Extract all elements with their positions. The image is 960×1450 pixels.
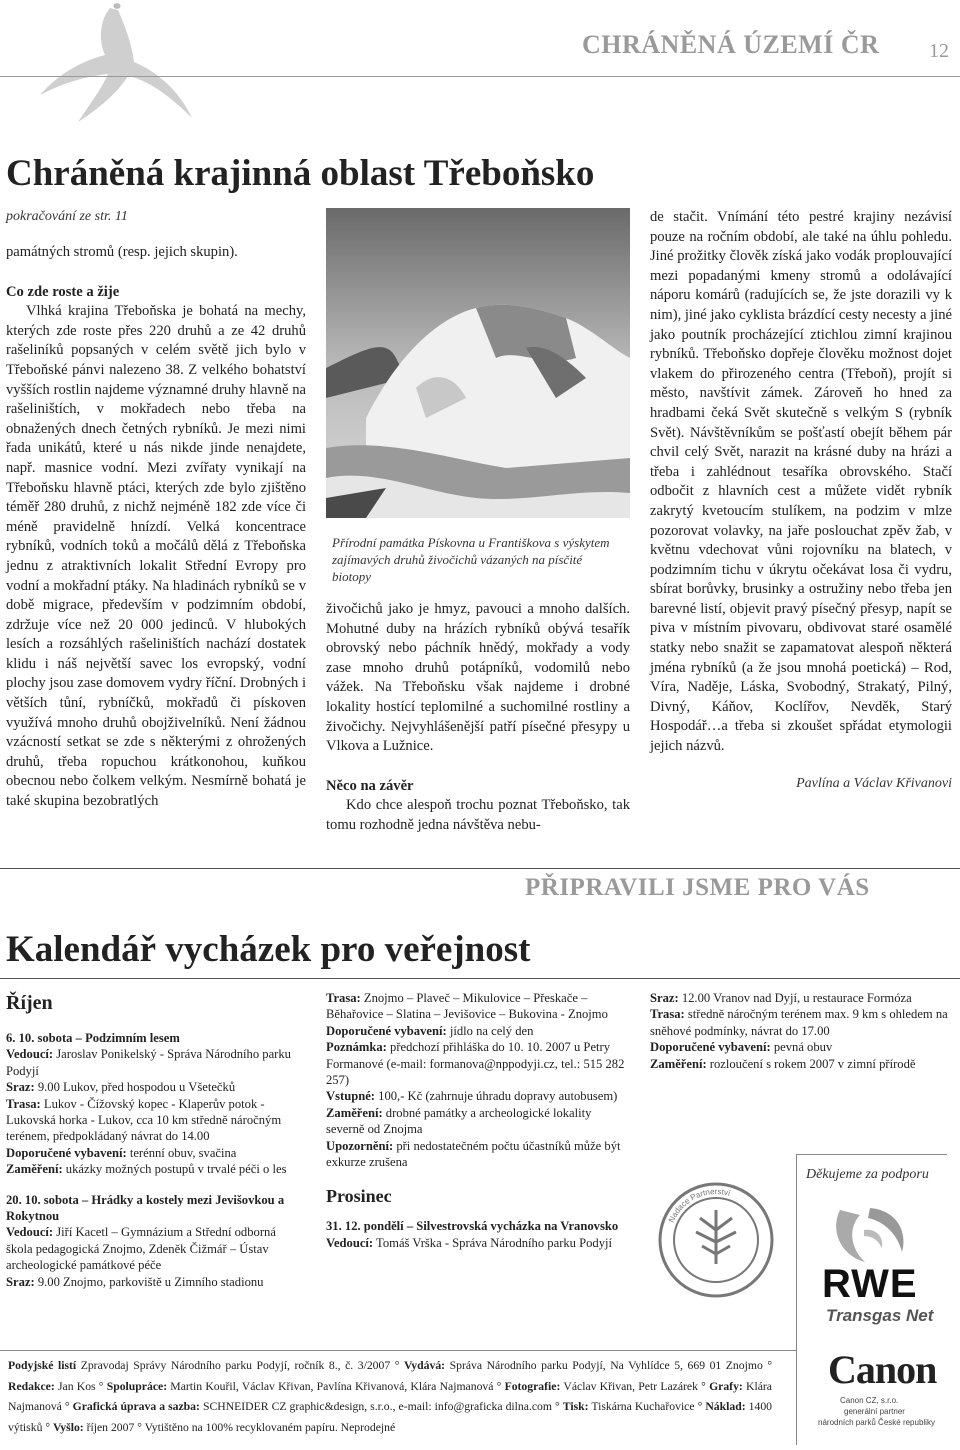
section-title: CHRÁNĚNÁ ÚZEMÍ ČR <box>582 30 880 59</box>
continued-note: pokračování ze str. 11 <box>6 209 128 224</box>
event-2-note <box>326 1039 626 1088</box>
footer-value: 1400 výtisků ° <box>8 1400 773 1434</box>
route-key: Trasa: <box>326 991 361 1005</box>
warning-value: při nedostatečném počtu účastníků může být exkurze zrušena <box>326 1138 621 1170</box>
calendar-column-1 <box>6 990 298 1290</box>
event-1-route <box>6 1096 298 1145</box>
footer-key: Náklad: <box>705 1400 746 1413</box>
focus-key: Zaměření: <box>6 1162 63 1177</box>
focus-value: rozloučení s rokem 2007 v zimní přírodě <box>706 1056 916 1071</box>
article-title: Chráněná krajinná oblast Třeboňsko <box>6 153 595 194</box>
canon-logo: Canon <box>828 1347 937 1392</box>
footer-value: říjen 2007 ° Vytištěno na 100% recyklovaném papíru. Neprodejné <box>83 1420 396 1434</box>
canon-subtitle-1: Canon CZ, s.r.o. <box>840 1396 899 1405</box>
footer-key: Grafy: <box>709 1379 743 1393</box>
authors: Pavlína a Václav Křivanovi <box>796 775 952 791</box>
fee-value: 100,- Kč (zahrnuje úhradu dopravy autobusem) <box>375 1089 618 1104</box>
leader-key: Vedoucí: <box>326 1235 374 1250</box>
photo-caption: Přírodní památka Pískovna u Františkova s výskytem zajímavých druhů živočichů vázaných na písčité biotopy <box>332 535 610 584</box>
footer-imprint <box>8 1356 772 1438</box>
event-1-title: 6. 10. sobota – Podzimním lesem <box>6 1031 180 1045</box>
footer-key: Vydává: <box>403 1359 446 1372</box>
event-2-fee <box>326 1088 626 1104</box>
month-december: Prosinec <box>326 1186 392 1207</box>
equipment-value: jídlo na celý den <box>446 1023 534 1038</box>
event-3-meet <box>650 990 950 1006</box>
warning-key: Upozornění: <box>326 1138 394 1153</box>
footer-key: Tisk: <box>562 1400 589 1413</box>
route-key: Trasa: <box>650 1007 685 1022</box>
focus-key: Zaměření: <box>650 1056 707 1071</box>
equipment-value: pevná obuv <box>770 1040 833 1055</box>
page-number: 12 <box>929 40 949 62</box>
leader-key: Vedoucí: <box>6 1225 54 1240</box>
calendar-column-2 <box>326 990 626 1251</box>
heading-what-grows: Co zde roste a žije <box>6 283 120 300</box>
event-3-leader <box>326 1235 626 1251</box>
footer-value: Klára Najmanová ° <box>8 1379 772 1413</box>
meet-value: 12.00 Vranov nad Dyjí, u restaurace Formóza <box>678 991 912 1005</box>
header-rule <box>0 76 960 77</box>
event-1-leader <box>6 1046 298 1079</box>
calendar-section-title: PŘIPRAVILI JSME PRO VÁS <box>525 874 870 901</box>
article-column-1 <box>6 208 306 812</box>
route-value: Lukov - Čížovský kopec - Klaperův potok - Lukovská horka - Lukov, cca 10 km středně náročným terénem, předpokládaný návrat do 14.00 <box>6 1096 282 1144</box>
fee-key: Vstupné: <box>326 1089 375 1104</box>
column-2-text: živočichů jako je hmyz, pavouci a mnoho dalších. Mohutné duby na hrázích rybníků obývá tesařík obrovský nebo páchník hnědý, mokřady a vody zase mnoho druhů potápníků, vodomilů nebo vážek. Na Třeboňsku však najdeme i drobné lokality hostící teplomilné a suchomilné rostliny a živočichy. Nejvyhlášenější patří písečné přesypy u Vlkova a Lužnice. <box>326 601 630 755</box>
meet-key: Sraz: <box>6 1080 35 1095</box>
footer-value: Jan Kos ° <box>54 1379 107 1393</box>
event-3-focus <box>650 1056 950 1072</box>
focus-value: drobné památky a archeologické lokality severně od Znojma <box>326 1105 592 1137</box>
meet-key: Sraz: <box>650 991 679 1005</box>
footer-value: Zpravodaj Správy Národního parku Podyjí, ročník 8., č. 3/2007 ° <box>76 1359 404 1372</box>
sponsors-thanks: Děkujeme za podporu <box>806 1167 929 1182</box>
rwe-subtitle: Transgas Net <box>826 1306 934 1325</box>
event-1-focus <box>6 1161 298 1177</box>
column-2-end: Kdo chce alespoň trochu poznat Třeboňsko, tak tomu rozhodně jedna návštěva nebu- <box>326 797 630 833</box>
event-2-title: 20. 10. sobota – Hrádky a kostely mezi Jevišovkou a Rokytnou <box>6 1192 285 1224</box>
footer-key: Fotografie: <box>504 1379 561 1393</box>
event-2-route <box>326 990 626 1023</box>
calendar-column-3 <box>650 990 950 1072</box>
calendar-top-rule <box>0 868 960 869</box>
seal-text: Nadace Partnerství <box>666 1187 732 1224</box>
rwe-logo: RWE <box>822 1262 918 1306</box>
event-1-equipment <box>6 1145 298 1161</box>
event-3-equipment <box>650 1039 950 1055</box>
leader-value: Jaroslav Ponikelský - Správa Národního parku Podyjí <box>6 1047 291 1078</box>
meet-key: Sraz: <box>6 1274 35 1289</box>
event-2-equipment <box>326 1023 626 1039</box>
stork-logo <box>30 0 210 135</box>
meet-value: 9.00 Lukov, před hospodou u Všetečků <box>34 1080 236 1095</box>
article-column-2 <box>326 600 630 836</box>
footer-key: Podyjské listí <box>8 1359 77 1372</box>
event-3-route <box>650 1006 950 1039</box>
leader-value: Tomáš Vrška - Správa Národního parku Podyjí <box>373 1235 613 1250</box>
footer-value: Tiskárna Kuchařovice ° <box>588 1400 706 1413</box>
footer-value: Martin Kouřil, Václav Křivan, Pavlína Křivanová, Klára Najmanová ° <box>167 1379 505 1393</box>
focus-value: ukázky možných postupů v trvalé péči o les <box>62 1162 287 1177</box>
column-3-text: de stačit. Vnímání této pestré krajiny nezávisí pouze na ročním období, ale také na úhlu pohledu. Jiné prožitky člověk získá jako vodák proplouvající mezi popadanými kmeny stromů a odolávající náporu komárů (radujících se, že jste dorazili vy k nim), jiné jako cyklista brázdící cesty necesty a jiné jako poutník procházející ztichlou zimní krajinou rybníků. Třeboňsko dopřeje člověku možnost dojet vlakem do přirozeného centra (Třeboň), projít si město, navštívit zámek. Zároveň ho hned za hradbami čeká Svět skutečně s velkým S (rybník Svět). Návštěvníkům se pošťastí obejít během pár chvil celý Svět, narazit na krásné duby na hrázi a třeba i zahlédnout tesaříka obrovského. Stačí odbočit z hlavních cest a můžete vidět rybník zakrytý kvetoucím stulíkem, na podzim v mlze pozorovat volavky, na jaře poslouchat zpěv žab, v květnu vdechovat vůni rojovníku na blatech, v podzimním tichu v úkrytu očekávat losa či vydru, sbírat borůvky, brusinky a ostružiny nebo třeba jen barevné listí, objevit pravý písečný přesyp, napít se piva v místním pivovaru, obdivovat staré osamělé statky nebo snažit se zapamatovat alespoň některá jména rybníků (a že jsou mnohá poetická) – Rod, Víra, Naděje, Láska, Svobodný, Strakatý, Pilný, Divný, Káňov, Koclířov, Nevděk, Starý Hospodář…a třeba si zkoušet spřádat etymologii jejich názvů. <box>650 209 952 755</box>
event-3-title: 31. 12. pondělí – Silvestrovská vycházka na Vranovsko <box>326 1219 619 1234</box>
article-column-3 <box>650 208 952 792</box>
calendar-title-rule <box>0 978 960 979</box>
event-2-focus <box>326 1105 626 1138</box>
route-key: Trasa: <box>6 1096 41 1111</box>
route-value: Znojmo – Plaveč – Mikulovice – Přeskače – Běhařovice – Slatina – Jevišovice – Bukovina - Znojmo <box>326 991 608 1022</box>
column-1-text: Vlhká krajina Třeboňska je bohatá na mechy, kterých zde roste přes 220 druhů a ze 42 druhů rašeliníků popsaných v celém světě jich bylo v Třeboňské pánvi nalezeno 38. Z velkého bohatství vyšších rostlin najdeme významné druhy hlavně na rašeliništích, v mokřadech nebo třeba na obnažených dnech četných rybníků. Je mezi nimi řada unikátů, které u nás nikde jinde nenajdete, např. masnice vodní. Mezi zvířaty vynikají na Třeboňsku hlavně ptáci, kterých zde bylo zjištěno téměř 280 druhů, z nichž nejméně 182 zde více či méně pravidelně hnízdí. Velká koncentrace rybníků, vodních toků a močálů dělá z Třeboňska jednu z atraktivních lokalit Střední Evropy pro vodní a mokřadní ptáky. Na hladinách rybníků se v době migrace, především v podzimním období, zdržuje více než 20 000 jedinců. V hlubokých lesích a rozsáhlých rašeliništích nachází dostatek klidu i náš největší savec los evropský, vodní plochy jsou zase domovem vydry říční. Drobných i větších tůní, rybníčků, mokřadů či pískoven využívá mnoho druhů obojživelníků. Není žádnou vzácností setkat se zde s některými z ohrožených druhů, třeba ropuchou krátkonohou, kuňkou obecnou nebo čolkem velkým. Nesmírně bohatá je také skupina bezobratlých <box>6 303 306 810</box>
foundation-seal-logo <box>656 1180 776 1300</box>
equipment-key: Doporučené vybavení: <box>6 1145 127 1160</box>
focus-key: Zaměření: <box>326 1105 383 1120</box>
intro-text: památných stromů (resp. jejich skupin). <box>6 244 238 260</box>
footer-key: Vyšlo: <box>52 1420 84 1434</box>
event-2-warning <box>326 1138 626 1171</box>
sandpit-photo <box>326 208 630 518</box>
event-2-meet <box>6 1274 298 1290</box>
month-october: Říjen <box>6 992 53 1014</box>
footer-key: Redakce: <box>8 1379 55 1393</box>
equipment-value: terénní obuv, svačina <box>126 1145 237 1160</box>
heading-conclusion: Něco na závěr <box>326 777 414 794</box>
footer-key: Spolupráce: <box>106 1379 168 1393</box>
note-value: předchozí přihláška do 10. 10. 2007 u Petry Formanové (e-mail: formanova@nppodyji.cz, tel.: 515 282 257) <box>326 1040 625 1088</box>
meet-value: 9.00 Znojmo, parkoviště u Zimního stadionu <box>34 1274 264 1289</box>
canon-subtitle-2: generální partner <box>844 1407 905 1416</box>
event-2-leader <box>6 1224 298 1273</box>
leader-key: Vedoucí: <box>6 1047 54 1062</box>
event-1-meet <box>6 1079 298 1095</box>
footer-value: Václav Křivan, Petr Lazárek ° <box>560 1379 710 1393</box>
footer-value: Správa Národního parku Podyjí, Na Vyhlídce 5, 669 01 Znojmo ° <box>445 1359 772 1372</box>
footer-key: Grafická úprava a sazba: <box>72 1400 200 1413</box>
calendar-title: Kalendář vycházek pro veřejnost <box>6 929 531 970</box>
leader-value: Jiří Kacetl – Gymnázium a Střední odborná škola pedagogická Znojmo, Zdeněk Čižmář – Ústav archeologické památkové péče <box>6 1225 276 1273</box>
equipment-key: Doporučené vybavení: <box>326 1023 447 1038</box>
note-key: Poznámka: <box>326 1040 387 1055</box>
canon-subtitle-3: národních parků České republiky <box>818 1418 935 1427</box>
rwe-swirl-icon <box>820 1200 916 1270</box>
equipment-key: Doporučené vybavení: <box>650 1040 771 1055</box>
footer-value: SCHNEIDER CZ graphic&design, s.r.o., e-mail: info@graficka dilna.com ° <box>199 1400 563 1413</box>
route-value: středně náročným terénem max. 9 km s ohledem na sněhové podmínky, návrat do 17.00 <box>650 1007 948 1038</box>
